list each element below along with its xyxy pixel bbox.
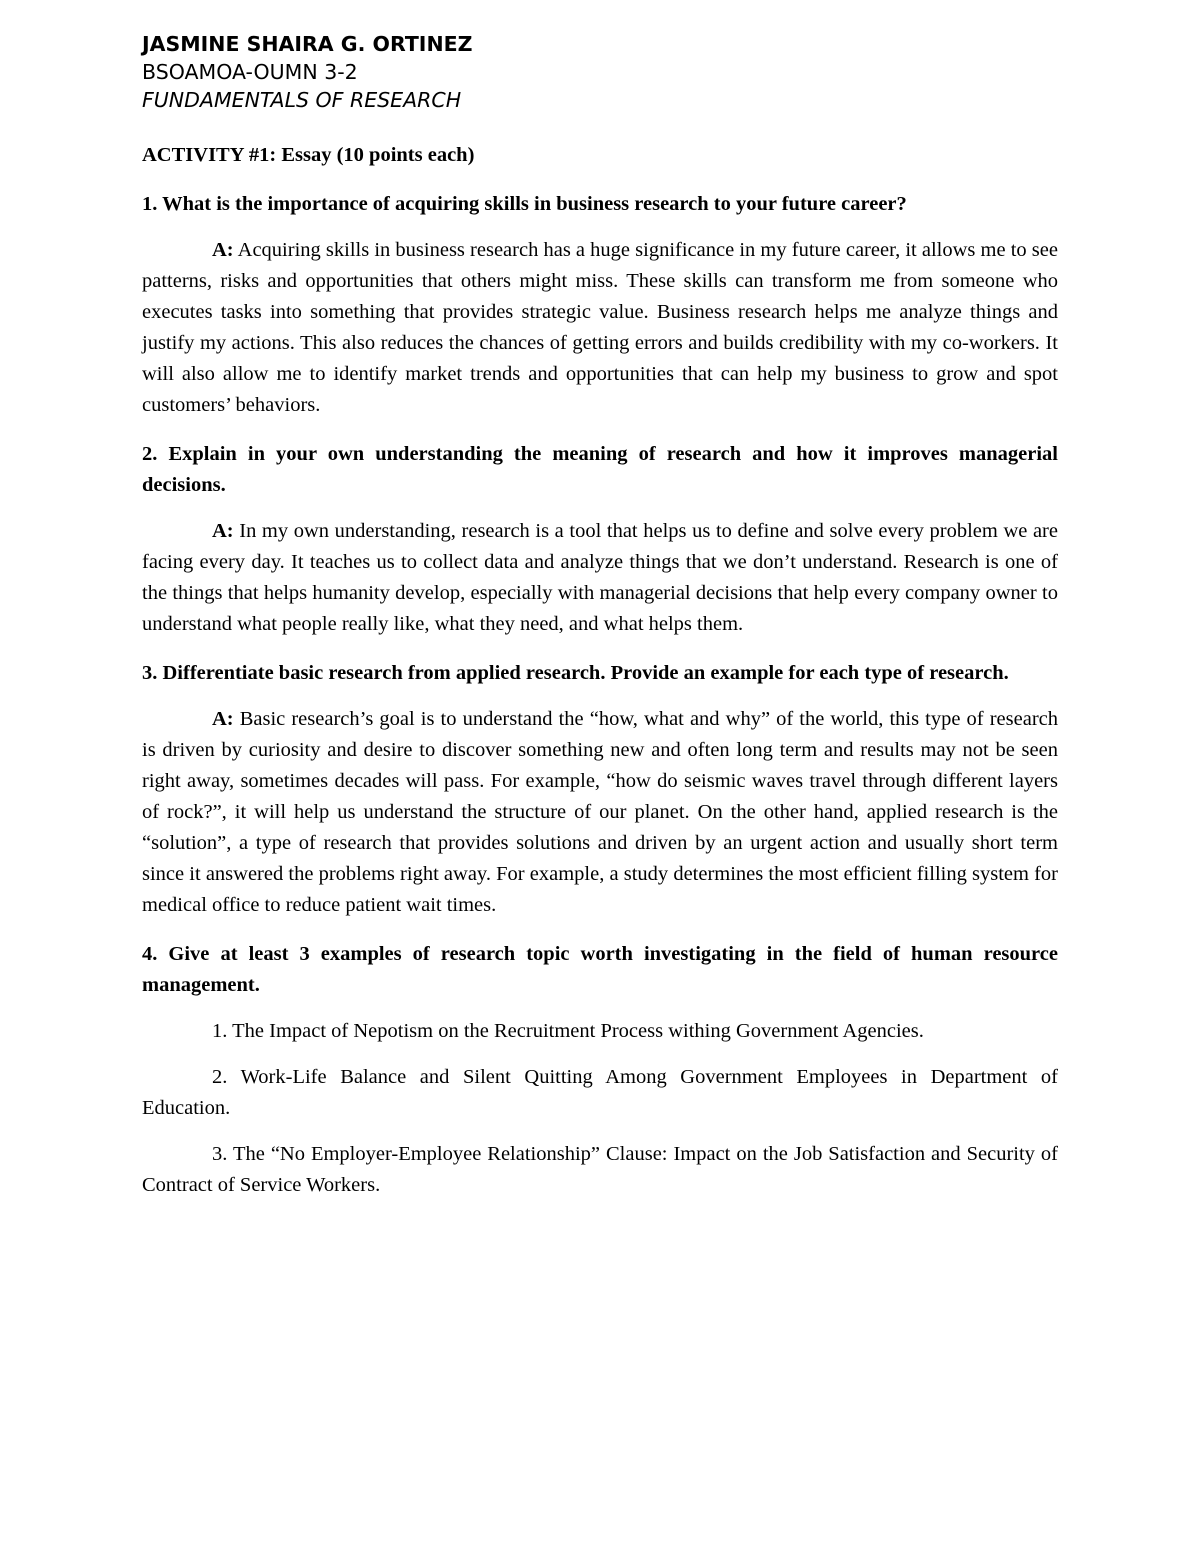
- document-page: [142, 30, 1058, 1201]
- research-topic-2: 2. Work-Life Balance and Silent Quitting Among Government Employees in Department of Education.: [142, 1066, 1058, 1119]
- question-3: 3. Differentiate basic research from applied research. Provide an example for each type of research.: [142, 662, 1009, 684]
- student-name: JASMINE SHAIRA G. ORTINEZ: [142, 32, 473, 56]
- question-1: 1. What is the importance of acquiring skills in business research to your future career?: [142, 193, 907, 215]
- answer-label: A:: [212, 708, 234, 730]
- student-section: BSOAMOA-OUMN 3-2: [142, 60, 358, 84]
- research-topic-1: 1. The Impact of Nepotism on the Recruitment Process withing Government Agencies.: [212, 1020, 924, 1042]
- research-topic-3: 3. The “No Employer-Employee Relationship” Clause: Impact on the Job Satisfaction and Security of Contract of Service Workers.: [142, 1143, 1058, 1196]
- course-title: FUNDAMENTALS OF RESEARCH: [142, 88, 462, 112]
- answer-1: [142, 235, 1058, 421]
- answer-text: Basic research’s goal is to understand the “how, what and why” of the world, this type of research is driven by curiosity and desire to discover something new and often long term and results may not be seen right away, sometimes decades will pass. For example, “how do seismic waves travel through different layers of rock?”, it will help us understand the structure of our planet. On the other hand, applied research is the “solution”, a type of research that provides solutions and driven by an urgent action and usually short term since it answered the problems right away. For example, a study determines the most efficient filling system for medical office to reduce patient wait times.: [142, 708, 1058, 916]
- question-2: 2. Explain in your own understanding the meaning of research and how it improves managerial decisions.: [142, 443, 1058, 496]
- answer-text: In my own understanding, research is a tool that helps us to define and solve every problem we are facing every day. It teaches us to collect data and analyze things that we don’t understand. Research is one of the things that helps humanity develop, especially with managerial decisions that help every company owner to understand what people really like, what they need, and what helps them.: [142, 520, 1058, 635]
- answer-label: A:: [212, 239, 234, 261]
- answer-label: A:: [212, 520, 234, 542]
- answer-3: [142, 704, 1058, 921]
- answer-text: Acquiring skills in business research has a huge significance in my future career, it allows me to see patterns, risks and opportunities that others might miss. These skills can transform me from someone who executes tasks into something that provides strategic value. Business research helps me analyze things and justify my actions. This also reduces the chances of getting errors and builds credibility with my co-workers. It will also allow me to identify market trends and opportunities that can help my business to grow and spot customers’ behaviors.: [142, 239, 1058, 416]
- activity-title: ACTIVITY #1: Essay (10 points each): [142, 144, 475, 166]
- answer-2: [142, 516, 1058, 640]
- question-4: 4. Give at least 3 examples of research topic worth investigating in the field of human resource management.: [142, 943, 1058, 996]
